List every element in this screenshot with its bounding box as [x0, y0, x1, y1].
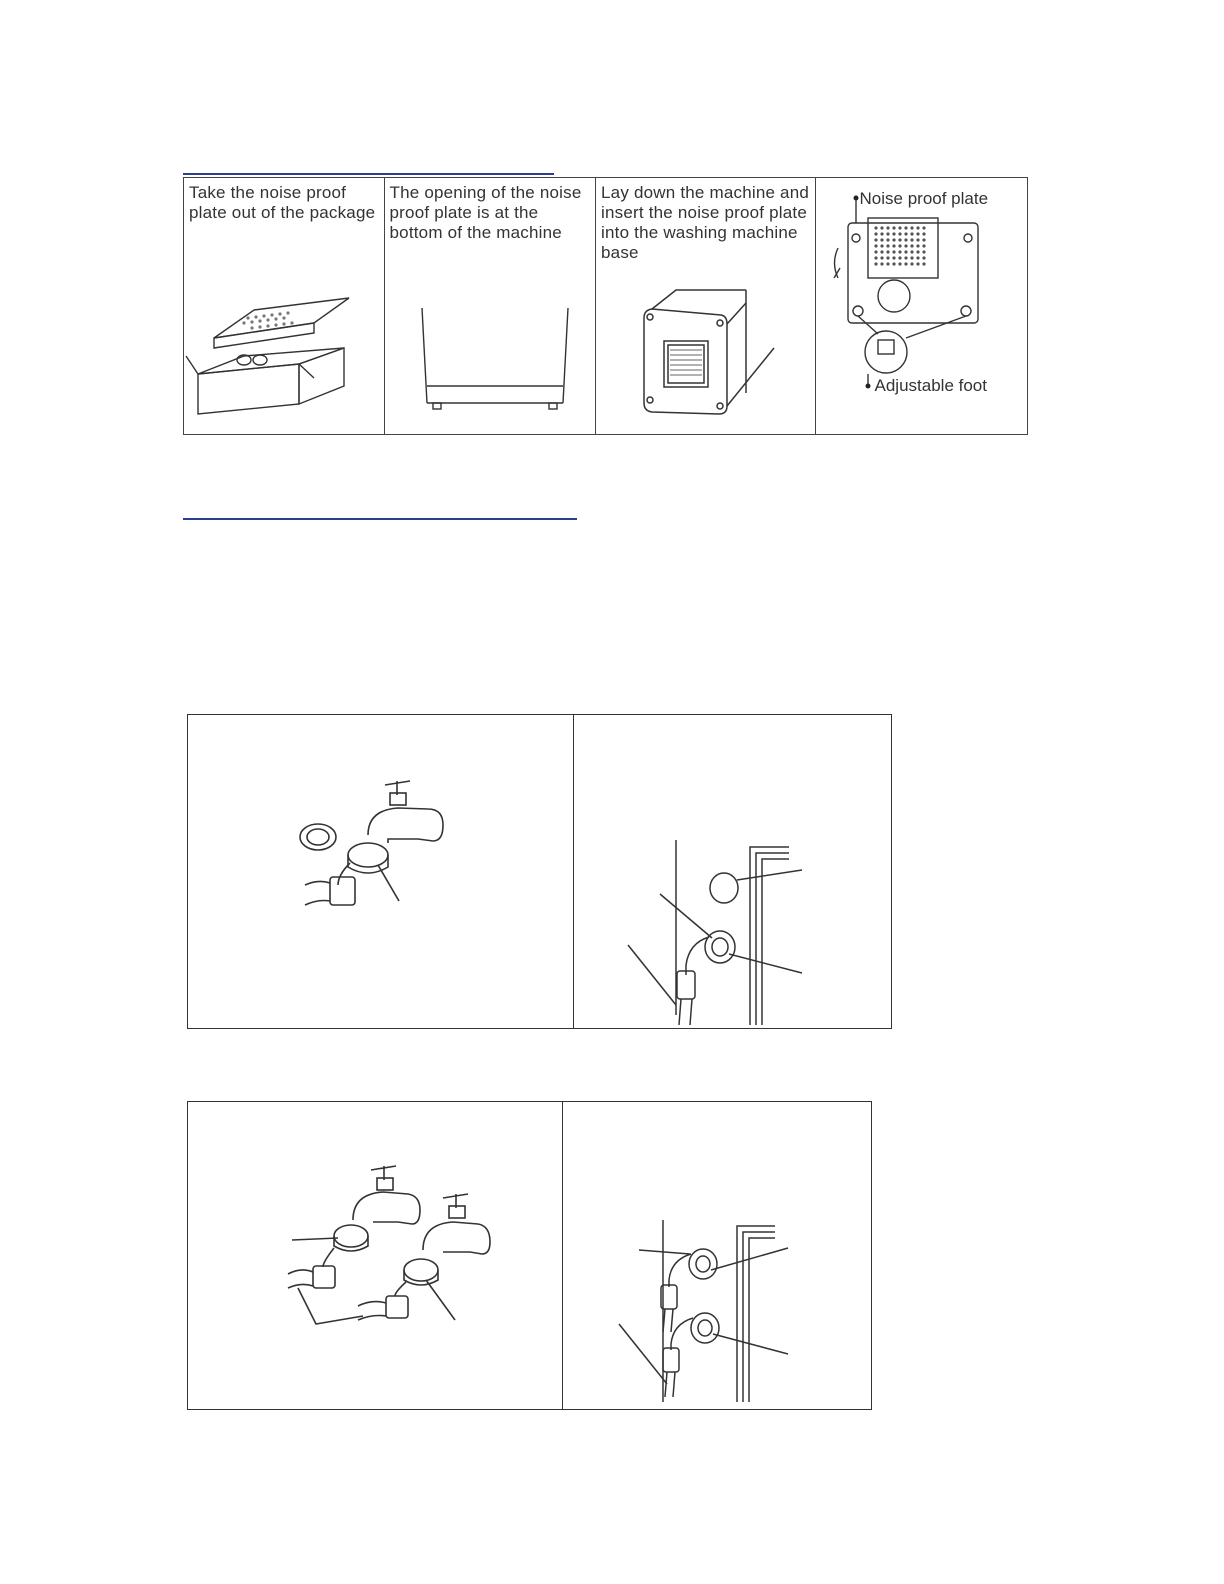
section-rule-top: [183, 173, 554, 175]
package-illustration: [184, 178, 385, 436]
noise-plate-label: Noise proof plate: [859, 189, 989, 208]
single-machine-inlet-illustration: [574, 715, 890, 1030]
step-cell-2: [385, 178, 597, 434]
single-tap-pane: [188, 715, 574, 1028]
step-caption-1: Take the noise proof plate out of the package: [189, 183, 376, 222]
machine-bottom-illustration: [385, 178, 597, 436]
single-inlet-diagram: [187, 714, 892, 1029]
noise-plate-instruction-strip: [183, 177, 1028, 435]
step-cell-4: [816, 178, 1028, 434]
double-machine-inlet-illustration: [563, 1102, 871, 1411]
step-caption-2: The opening of the noise proof plate is at the bottom of the machine: [389, 183, 582, 242]
double-inlet-diagram: [187, 1101, 872, 1410]
step-cell-1: [184, 178, 385, 434]
step-cell-3: [596, 178, 815, 434]
adjustable-foot-label: Adjustable foot: [874, 376, 987, 395]
double-machine-pane: [563, 1102, 871, 1409]
double-tap-pane: [188, 1102, 563, 1409]
single-tap-illustration: [188, 715, 574, 1030]
base-underside-illustration: [816, 178, 1028, 436]
double-tap-illustration: [188, 1102, 563, 1411]
machine-base-illustration: [596, 178, 816, 436]
section-rule-middle: [183, 518, 577, 520]
single-machine-pane: [574, 715, 890, 1028]
step-caption-3: Lay down the machine and insert the noise proof plate into the washing machine base: [601, 183, 810, 262]
